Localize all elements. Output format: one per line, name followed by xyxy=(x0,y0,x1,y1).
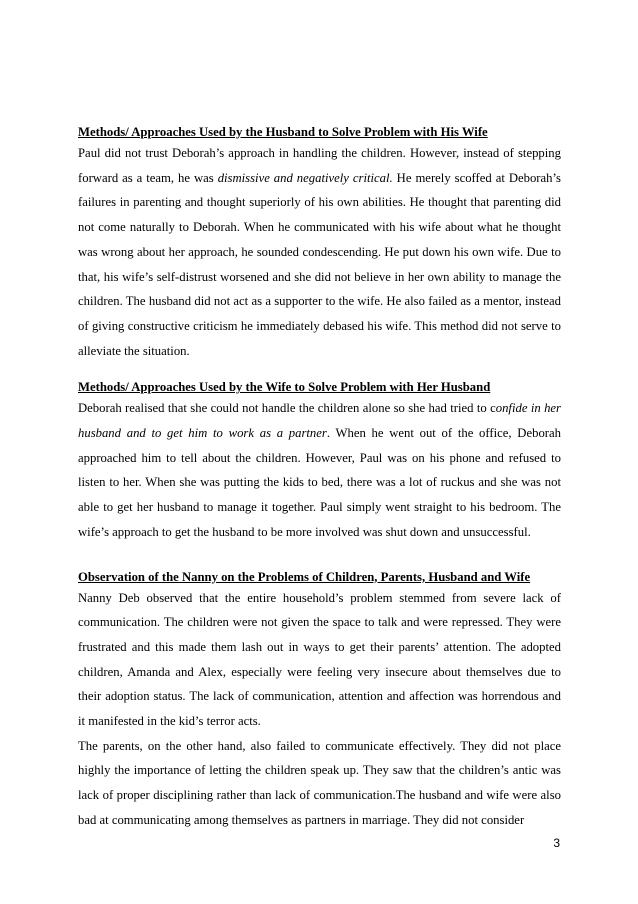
paragraph-husband-methods xyxy=(78,141,561,363)
paragraph-text: . When he went out of the office, Deborah approached him to tell about the children. However, Paul was on his phone and refused to listen to her. When she was putting the kids to bed, there was a lot of ruckus and she was not able to get her husband to manage it together. Paul simply went straight to his bedroom. The wife’s approach to get the husband to be more involved was shut down and unsuccessful. xyxy=(78,426,561,539)
section-heading-wife-methods: Methods/ Approaches Used by the Wife to Solve Problem with Her Husband xyxy=(78,380,491,395)
emphasis-text: dismissive and negatively critical. xyxy=(217,170,393,185)
spacer xyxy=(78,363,561,379)
paragraph-nanny-observation: Nanny Deb observed that the entire household’s problem stemmed from severe lack of communication. The children were not given the space to talk and were repressed. They were frustrated and this made them lash out in ways to get their parents’ attention. The adopted children, Amanda and Alex, especially were feeling very insecure about themselves due to their adoption status. The lack of communication, attention and affection was horrendous and it manifested in the kid’s terror acts. xyxy=(78,590,561,729)
paragraph-text: He merely scoffed at Deborah’s failures in parenting and thought superiorly of his own abilities. He thought that parenting did not come naturally to Deborah. When he communicated with his wife about what he thought was wrong about her approach, he sounded condescending. He put down his own wife. Due to that, his wife’s self-distrust worsened and she did not believe in her own ability to manage the children. The husband did not act as a supporter to the wife. He also failed as a mentor, instead of giving constructive criticism he immediately debased his wife. This method did not serve to alleviate the situation. xyxy=(78,170,561,358)
section-heading-husband-methods: Methods/ Approaches Used by the Husband to Solve Problem with His Wife xyxy=(78,125,488,139)
emphasis-text: onfide in her husband and to get him to work as a partner xyxy=(78,401,561,441)
page-number: 3 xyxy=(553,836,560,850)
page-content xyxy=(78,124,561,833)
spacer xyxy=(78,545,561,569)
paragraph-text: Paul did not trust Deborah’s approach in handling the children. However, instead of stepping forward as a team, he was xyxy=(78,146,561,185)
paragraph-text: Deborah realised that she could not handle the children alone so she had tried to c xyxy=(78,401,496,416)
paragraph-wife-methods xyxy=(78,396,561,544)
section-heading-nanny-observation: Observation of the Nanny on the Problems of Children, Parents, Husband and Wife xyxy=(78,569,531,584)
paragraph-parents: The parents, on the other hand, also failed to communicate effectively. They did not place highly the importance of letting the children speak up. They saw that the children’s antic was lack of proper disciplining rather than lack of communication.The husband and wife were also bad at communicating among themselves as partners in marriage. They did not consider xyxy=(78,738,561,827)
